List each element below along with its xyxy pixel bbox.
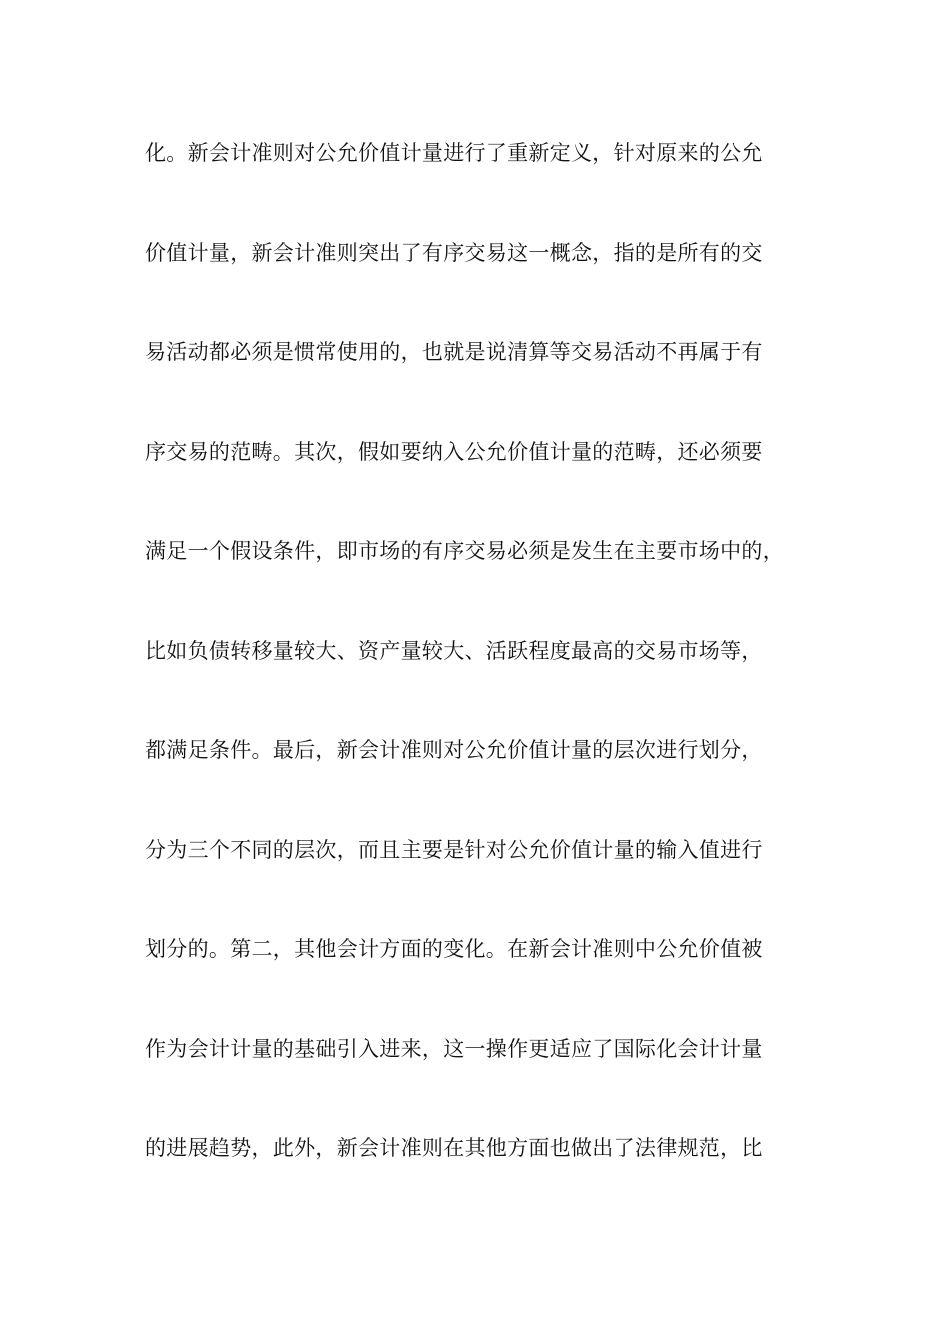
text-line: 划分的。第二，其他会计方面的变化。在新会计准则中公允价值被 <box>145 937 763 961</box>
text-line: 的进展趋势，此外，新会计准则在其他方面也做出了法律规范，比 <box>145 1136 763 1160</box>
text-line: 分为三个不同的层次，而且主要是针对公允价值计量的输入值进行 <box>145 837 763 862</box>
text-line: 序交易的范畴。其次，假如要纳入公允价值计量的范畴，还必须要 <box>145 439 763 464</box>
text-line: 价值计量，新会计准则突出了有序交易这一概念，指的是所有的交 <box>145 240 763 265</box>
text-line: 都满足条件。最后，新会计准则对公允价值计量的层次进行划分， <box>145 738 763 762</box>
text-line: 作为会计计量的基础引入进来，这一操作更适应了国际化会计计量 <box>145 1036 763 1061</box>
text-line: 化。新会计准则对公允价值计量进行了重新定义，针对原来的公允 <box>145 141 763 165</box>
body-text <box>145 134 845 1229</box>
text-line: 满足一个假设条件，即市场的有序交易必须是发生在主要市场中的， <box>145 539 784 563</box>
text-line: 易活动都必须是惯常使用的，也就是说清算等交易活动不再属于有 <box>145 340 763 364</box>
text-line: 比如负债转移量较大、资产量较大、活跃程度最高的交易市场等， <box>145 638 763 663</box>
